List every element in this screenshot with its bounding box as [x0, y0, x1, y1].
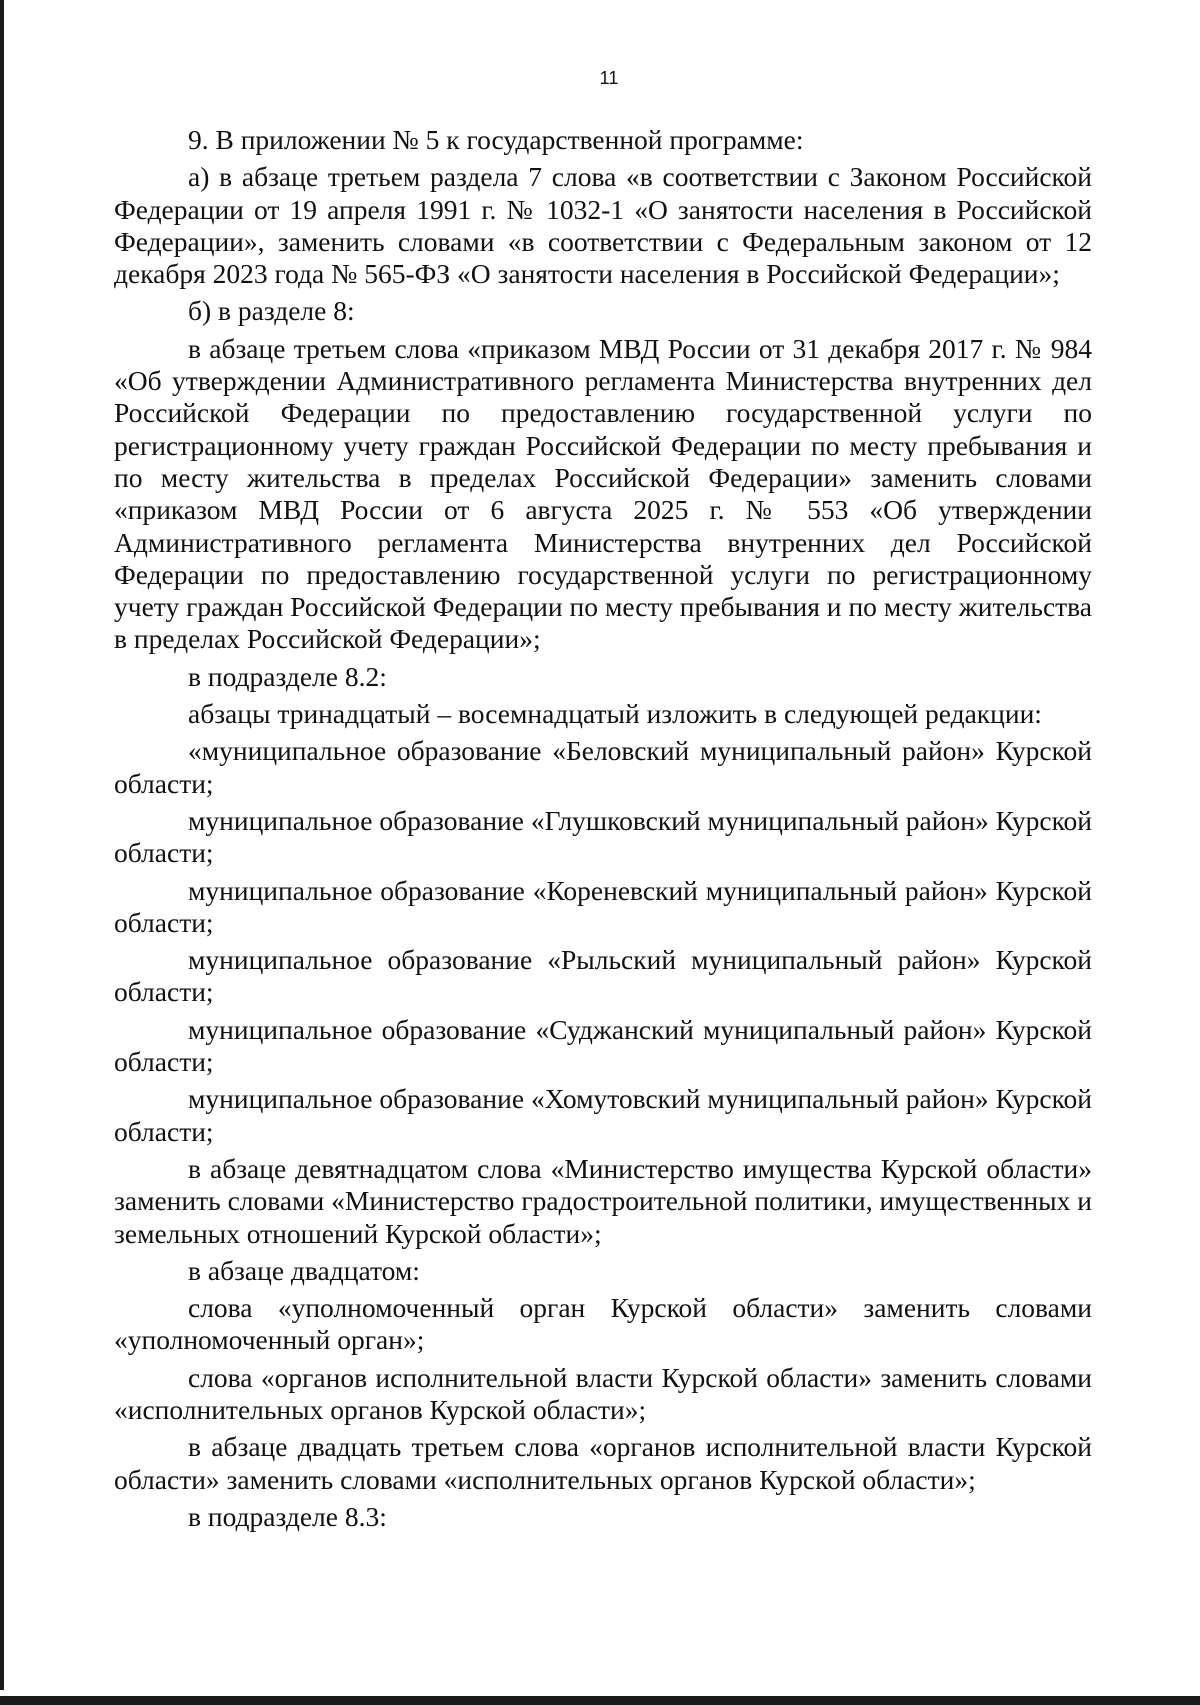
page-number: 11 — [599, 68, 619, 88]
paragraph-korenevsky: муниципальное образование «Кореневский муниципальный район» Курской области; — [114, 874, 1092, 938]
paragraph-subitem-b: б) в разделе 8: — [188, 295, 355, 327]
paragraph-para-20: в абзаце двадцатом: — [188, 1254, 420, 1286]
paragraph-glushkovsky: муниципальное образование «Глушковский муниципальный район» Курской области; — [114, 804, 1092, 869]
scan-left-edge — [0, 0, 4, 1690]
paragraph-item-9: 9. В приложении № 5 к государственной программе: — [188, 124, 804, 155]
paragraph-para-19: в абзаце девятнадцатом слова «Министерство имущества Курской области» заменить словами «Министерство градостроительной политики, имущественных и земельных отношений Курской области»; — [114, 1152, 1092, 1249]
document-body — [114, 124, 1092, 1538]
scan-bottom-edge — [0, 1696, 1200, 1705]
paragraph-subitem-a: а) в абзаце третьем раздела 7 слова «в соответствии с Законом Российской Федерации от 19 апреля 1991 г. № 1032-1 «О занятости населения в Российской Федерации», заменить словами «в соответствии с Федеральным законом от 12 декабря 2023 года № 565-ФЗ «О занятости населения в Российской Федерации»; — [114, 161, 1092, 290]
paragraph-para-20-authorized-body: слова «уполномоченный орган Курской области» заменить словами «уполномоченный орган»; — [114, 1292, 1092, 1356]
paragraph-khomutovsky: муниципальное образование «Хомутовский муниципальный район» Курской области; — [114, 1083, 1092, 1147]
paragraph-sudzhansky: муниципальное образование «Суджанский муниципальный район» Курской области; — [114, 1013, 1092, 1078]
paragraph-belovsky: «муниципальное образование «Беловский муниципальный район» Курской области; — [114, 735, 1092, 799]
paragraph-para-20-executive-bodies: слова «органов исполнительной власти Курской области» заменить словами «исполнительных органов Курской области»; — [114, 1361, 1092, 1425]
paragraph-subsection-8-2: в подразделе 8.2: — [188, 660, 387, 692]
paragraph-rylsky: муниципальное образование «Рыльский муниципальный район» Курской области; — [114, 944, 1092, 1008]
paragraph-section8-para3: в абзаце третьем слова «приказом МВД России от 31 декабря 2017 г. № 984 «Об утверждении Административного регламента Министерства внутренних дел Российской Федерации по предоставлению государственной услуги по регистрационному учету граждан Российской Федерации по месту пребывания и по месту жительства в пределах Российской Федерации» заменить словами «приказом МВД России от 6 августа 2025 г. № 553 «Об утверждении Административного регламента Министерства внутренних дел Российской Федерации по предоставлению государственной услуги по регистрационному учету граждан Российской Федерации по месту пребывания и по месту жительства в пределах Российской Федерации»; — [114, 332, 1092, 655]
paragraph-subsection-8-3: в подразделе 8.3: — [188, 1500, 387, 1532]
paragraph-para-23: в абзаце двадцать третьем слова «органов исполнительной власти Курской области» заменить словами «исполнительных органов Курской области»; — [114, 1431, 1092, 1495]
paragraph-paras-13-18: абзацы тринадцатый – восемнадцатый изложить в следующей редакции: — [188, 698, 1042, 730]
